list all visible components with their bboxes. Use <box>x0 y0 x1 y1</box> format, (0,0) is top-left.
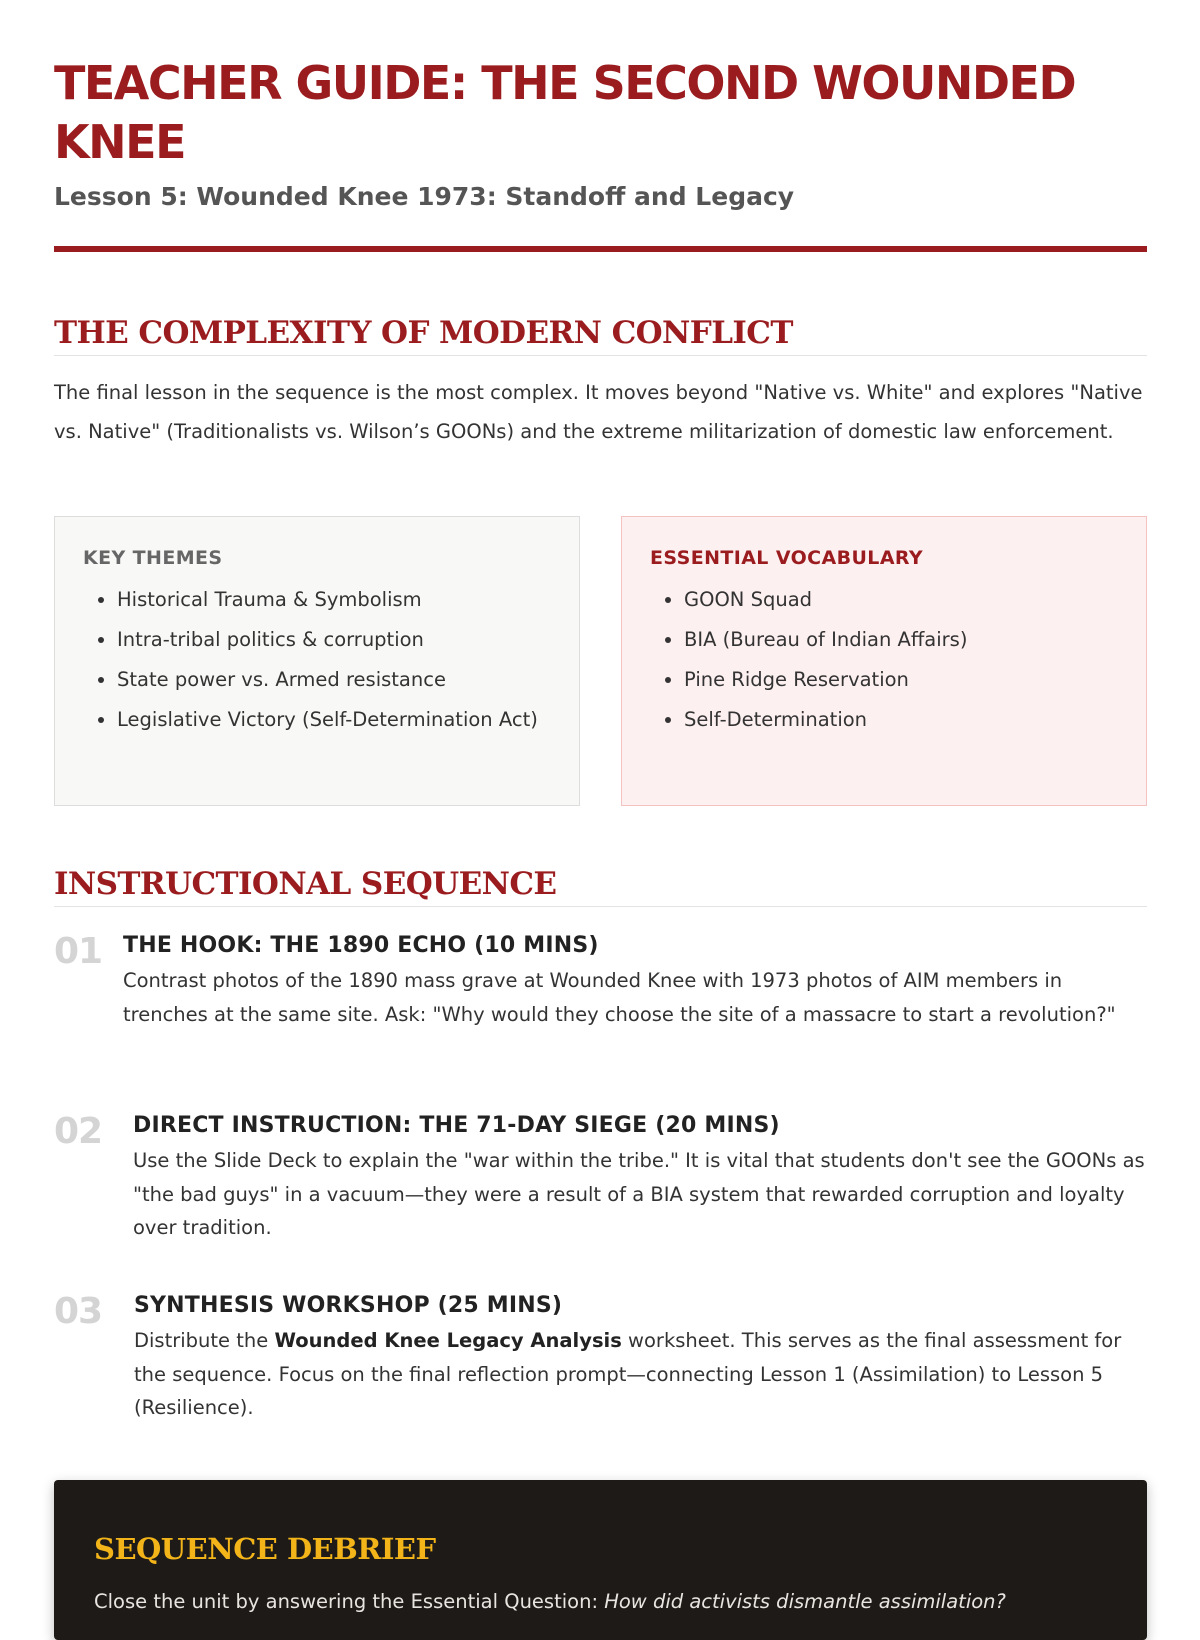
sequence-divider <box>54 906 1147 907</box>
debrief-title: SEQUENCE DEBRIEF <box>94 1532 436 1566</box>
sequence-heading: INSTRUCTIONAL SEQUENCE <box>54 866 557 902</box>
step-title: THE HOOK: THE 1890 ECHO (10 MINS) <box>123 933 599 958</box>
worksheet-name: Wounded Knee Legacy Analysis <box>274 1329 622 1352</box>
list-item: • GOON Squad <box>684 583 1118 617</box>
lesson-subtitle: Lesson 5: Wounded Knee 1973: Standoff and Legacy <box>54 182 795 211</box>
list-item: • Self-Determination <box>684 703 1118 737</box>
step-body: Use the Slide Deck to explain the "war within the tribe." It is vital that students don't see the GOONs as "the bad guys" in a vacuum—they were a result of a BIA system that rewarded corruption and loyalty over tradition. <box>133 1149 1145 1239</box>
key-themes-list <box>83 583 551 737</box>
page-title: TEACHER GUIDE: THE SECOND WOUNDED KNEE <box>54 56 1076 169</box>
overview-divider <box>54 355 1147 356</box>
debrief-prompt: Close the unit by answering the Essential Question: <box>94 1590 605 1613</box>
title-divider <box>54 246 1147 252</box>
step-number: 02 <box>54 1111 103 1152</box>
key-themes-label: KEY THEMES <box>83 547 223 569</box>
step-number: 03 <box>54 1291 103 1332</box>
step-body <box>134 1324 1147 1425</box>
key-themes-box <box>54 516 580 806</box>
list-item: • Legislative Victory (Self-Determination Act) <box>117 703 551 737</box>
step-number: 01 <box>54 931 103 972</box>
list-item: • BIA (Bureau of Indian Affairs) <box>684 623 1118 657</box>
step-body-text: Distribute the <box>134 1329 275 1352</box>
list-item: • Pine Ridge Reservation <box>684 663 1118 697</box>
list-item: • Historical Trauma & Symbolism <box>117 583 551 617</box>
overview-intro: The final lesson in the sequence is the most complex. It moves beyond "Native vs. White" and explores "Native vs. Native" (Traditionalists vs. Wilson’s GOONs) and the extreme militarization of domestic law enforcement. <box>54 381 1143 443</box>
vocabulary-label: ESSENTIAL VOCABULARY <box>650 547 924 569</box>
step-body: Contrast photos of the 1890 mass grave at Wounded Knee with 1973 photos of AIM members in trenches at the same site. Ask: "Why would they choose the site of a massacre to start a revolution?" <box>123 969 1116 1026</box>
list-item: • Intra-tribal politics & corruption <box>117 623 551 657</box>
step-title: DIRECT INSTRUCTION: THE 71-DAY SIEGE (20 MINS) <box>133 1113 780 1138</box>
step-title: SYNTHESIS WORKSHOP (25 MINS) <box>134 1293 563 1318</box>
debrief-text <box>94 1586 1114 1618</box>
vocabulary-box <box>621 516 1147 806</box>
vocabulary-list <box>650 583 1118 737</box>
sequence-debrief-panel <box>54 1480 1147 1640</box>
overview-heading: THE COMPLEXITY OF MODERN CONFLICT <box>54 315 793 351</box>
step-body-text: worksheet. This serves as the final assessment for the sequence. Focus on the final reflection prompt—connecting Lesson 1 (Assimilation) to Lesson 5 (Resilience). <box>134 1329 1122 1419</box>
essential-question: How did activists dismantle assimilation? <box>604 1590 1006 1613</box>
list-item: • State power vs. Armed resistance <box>117 663 551 697</box>
